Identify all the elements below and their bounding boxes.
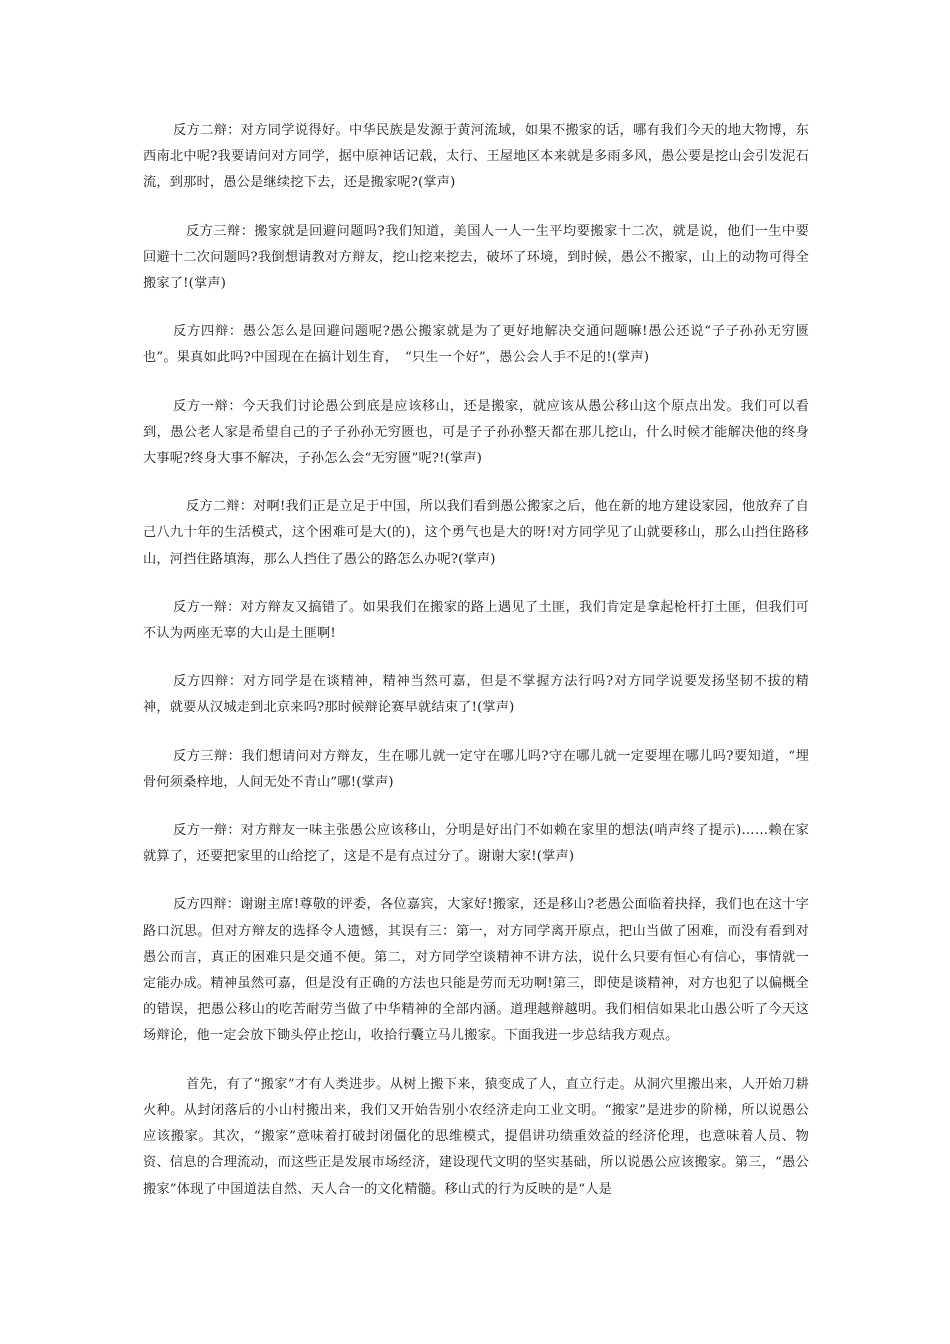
paragraph-6: 反方一辩：对方辩友又搞错了。如果我们在搬家的路上遇见了土匪，我们肯定是拿起枪杆打土匪，但我们可不认为两座无辜的大山是土匪啊! bbox=[143, 599, 809, 642]
paragraph-1: 反方二辩：对方同学说得好。中华民族是发源于黄河流域，如果不搬家的话，哪有我们今天的地大物博，东西南北中呢?我要请问对方同学，据中原神话记载，太行、王屋地区本来就是多雨多风，愚公要是挖山会引发泥石流，到那时，愚公是继续挖下去，还是搬家呢?(掌声) bbox=[143, 123, 809, 191]
paragraph-5: 反方二辩：对啊!我们正是立足于中国，所以我们看到愚公搬家之后，他在新的地方建设家园，他放弃了自己八九十年的生活模式，这个困难可是大(的)，这个勇气也是大的呀!对方同学见了山就要移山，那么山挡住路移山，河挡住路填海，那么人挡住了愚公的路怎么办呢?(掌声) bbox=[143, 499, 809, 567]
paragraph-4: 反方一辩：今天我们讨论愚公到底是应该移山，还是搬家，就应该从愚公移山这个原点出发。我们可以看到，愚公老人家是希望自己的子子孙孙无穷匮也，可是子子孙孙整天都在那儿挖山，什么时候才能解决他的终身大事呢?终身大事不解决，子孙怎么会“无穷匮”呢?!(掌声) bbox=[143, 398, 809, 467]
paragraph-3: 反方四辩：愚公怎么是回避问题呢?愚公搬家就是为了更好地解决交通问题嘛!愚公还说“子子孙孙无穷匮也”。果真如此吗?中国现在在搞计划生育， “只生一个好”，愚公会人手不足的!(掌声) bbox=[143, 324, 809, 366]
paragraph-2: 反方三辩：搬家就是回避问题吗?我们知道，美国人一人一生平均要搬家十二次，就是说，他们一生中要回避十二次问题吗?我倒想请教对方辩友，挖山挖来挖去，破坏了环境，到时候，愚公不搬家，山上的动物可得全搬家了!(掌声) bbox=[143, 223, 809, 292]
paragraph-9: 反方一辩：对方辩友一味主张愚公应该移山，分明是好出门不如赖在家里的想法(哨声终了提示)……赖在家就算了，还要把家里的山给挖了，这是不是有点过分了。谢谢大家!(掌声) bbox=[143, 823, 809, 865]
paragraph-8: 反方三辩：我们想请问对方辩友，生在哪儿就一定守在哪儿吗?守在哪儿就一定要埋在哪儿吗?要知道，“埋骨何须桑梓地，人间无处不青山”哪!(掌声) bbox=[143, 748, 809, 790]
paragraph-11: 首先，有了“搬家”才有人类进步。从树上搬下来，猿变成了人，直立行走。从洞穴里搬出来，人开始刀耕火种。从封闭落后的小山村搬出来，我们又开始告别小农经济走向工业文明。“搬家”是进步的阶梯，所以说愚公应该搬家。其次，“搬家”意味着打破封闭僵化的思维模式，提倡讲功绩重效益的经济伦理，也意味着人员、物资、信息的合理流动，而这些正是发展市场经济，建设现代文明的坚实基础，所以说愚公应该搬家。第三，“愚公搬家”体现了中国道法自然、天人合一的文化精髓。移山式的行为反映的是“人是 bbox=[143, 1076, 809, 1197]
paragraph-7: 反方四辩：对方同学是在谈精神，精神当然可嘉，但是不掌握方法行吗?对方同学说要发扬坚韧不拔的精神，就要从汉城走到北京来吗?那时候辩论赛早就结束了!(掌声) bbox=[143, 674, 809, 716]
paragraph-10: 反方四辩：谢谢主席!尊敬的评委，各位嘉宾，大家好!搬家，还是移山?老愚公面临着抉择，我们也在这十字路口沉思。但对方辩友的选择令人遗憾，其误有三：第一，对方同学离开原点，把山当做了困难，而没有看到对愚公而言，真正的困难只是交通不便。第二，对方同学空谈精神不讲方法，说什么只要有恒心有信心，事情就一定能办成。精神虽然可嘉，但是没有正确的方法也只能是劳而无功啊!第三，即使是谈精神，对方也犯了以偏概全的错误，把愚公移山的吃苦耐劳当做了中华精神的全部内涵。道理越辩越明。我们相信如果北山愚公听了今天这场辩论，他一定会放下锄头停止挖山，收拾行囊立马儿搬家。下面我进一步总结我方观点。 bbox=[143, 897, 809, 1044]
document-body bbox=[143, 118, 809, 1225]
